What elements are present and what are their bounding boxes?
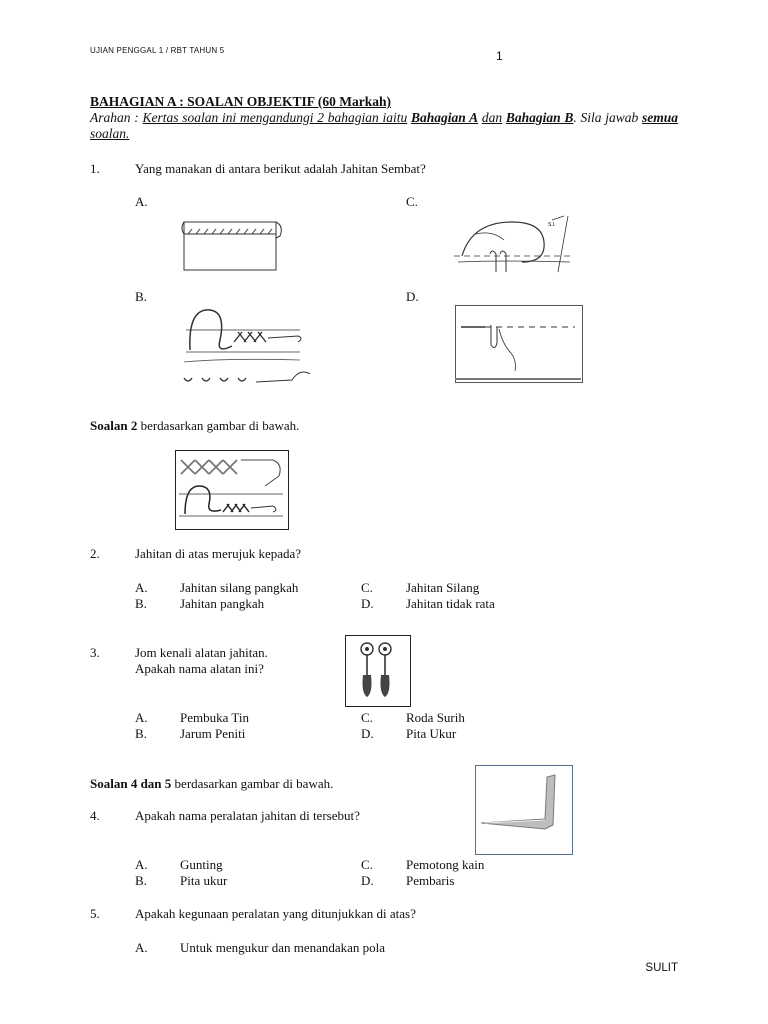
instr-prefix: Arahan :	[90, 110, 139, 125]
q2-option-c: Jahitan Silang	[406, 580, 480, 595]
q2-text: Jahitan di atas merujuk kepada?	[135, 546, 302, 561]
instr-semua: semua	[642, 110, 679, 125]
q1-label-c: C.	[406, 194, 418, 209]
q1-image-c-label: S.I.	[548, 222, 556, 228]
q1-number: 1.	[90, 161, 100, 176]
q3-option-b-label: B.	[135, 726, 147, 741]
section-title: BAHAGIAN A : SOALAN OBJEKTIF (60 Markah)	[90, 94, 392, 109]
q4-option-a-label: A.	[135, 857, 148, 872]
q1-label-d: D.	[406, 289, 419, 304]
instr-text-a: Kertas soalan ini mengandungi 2 bahagian iaitu	[142, 110, 408, 125]
q4-number: 4.	[90, 808, 100, 823]
footer-sulit: SULIT	[645, 962, 678, 974]
q1-label-a: A.	[135, 194, 148, 209]
q4-option-d: Pembaris	[406, 873, 455, 888]
q3-line1: Jom kenali alatan jahitan.	[135, 645, 268, 660]
q1-image-d-stitch	[455, 305, 581, 381]
instructions	[90, 110, 678, 142]
q3-option-c: Roda Surih	[406, 710, 465, 725]
q5-option-a-label: A.	[135, 940, 148, 955]
q45-intro	[90, 776, 333, 792]
q2-number: 2.	[90, 546, 100, 561]
instr-text-dan: dan	[481, 110, 503, 125]
q3-option-a: Pembuka Tin	[180, 710, 249, 725]
q2-option-a-label: A.	[135, 580, 148, 595]
q1-image-b	[180, 302, 320, 388]
q2-image-stitches	[175, 450, 287, 528]
instr-soalan: soalan.	[90, 126, 130, 141]
q3-option-d-label: D.	[361, 726, 374, 741]
q4-option-b: Pita ukur	[180, 873, 228, 888]
q5-number: 5.	[90, 906, 100, 921]
instr-part-b: Bahagian B	[505, 110, 574, 125]
q2-intro-bold: Soalan 2	[90, 418, 138, 433]
tracing-wheel-icon	[345, 635, 409, 705]
q3-line2: Apakah nama alatan ini?	[135, 661, 264, 676]
q5-option-a: Untuk mengukur dan menandakan pola	[180, 940, 386, 955]
q45-intro-rest: berdasarkan gambar di bawah.	[174, 776, 334, 791]
q2-option-b-label: B.	[135, 596, 147, 611]
exam-header: UJIAN PENGGAL 1 / RBT TAHUN 5	[90, 46, 225, 55]
instr-text-e: . Sila jawab	[573, 110, 639, 125]
q2-option-d-label: D.	[361, 596, 374, 611]
q2-option-c-label: C.	[361, 580, 373, 595]
q1-label-b: B.	[135, 289, 147, 304]
q2-option-d: Jahitan tidak rata	[406, 596, 495, 611]
q5-text: Apakah kegunaan peralatan yang ditunjukkan di atas?	[135, 906, 416, 921]
q4-option-c-label: C.	[361, 857, 373, 872]
page-number: 1	[496, 49, 503, 63]
q4-option-c: Pemotong kain	[406, 857, 485, 872]
instr-part-a: Bahagian A	[411, 110, 479, 125]
q1-text: Yang manakan di antara berikut adalah Jahitan Sembat?	[135, 161, 426, 176]
q3-option-d: Pita Ukur	[406, 726, 457, 741]
q3-option-c-label: C.	[361, 710, 373, 725]
q3-option-b: Jarum Peniti	[180, 726, 246, 741]
q2-intro-rest: berdasarkan gambar di bawah.	[140, 418, 300, 433]
q4-option-a: Gunting	[180, 857, 223, 872]
q2-option-a: Jahitan silang pangkah	[180, 580, 299, 595]
q4-option-d-label: D.	[361, 873, 374, 888]
l-square-ruler-icon	[475, 765, 571, 853]
q3-number: 3.	[90, 645, 100, 660]
q4-option-b-label: B.	[135, 873, 147, 888]
q45-intro-bold: Soalan 4 dan 5	[90, 776, 172, 791]
q4-text: Apakah nama peralatan jahitan di tersebut?	[135, 808, 360, 823]
q1-image-c	[452, 212, 572, 274]
q1-image-a	[180, 210, 290, 275]
q2-option-b: Jahitan pangkah	[180, 596, 265, 611]
q2-intro	[90, 418, 299, 434]
q3-option-a-label: A.	[135, 710, 148, 725]
